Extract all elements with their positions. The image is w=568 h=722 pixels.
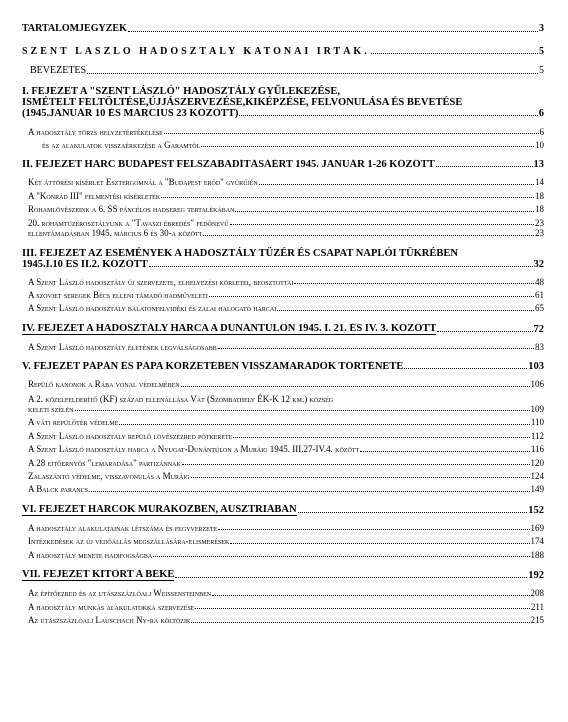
entry-text: A "Konrád III" felmentési kísérletek bbox=[28, 191, 161, 201]
entry-text: Repülő kanonok a Rába vonal védelmében bbox=[28, 380, 180, 390]
leader-dots bbox=[404, 368, 527, 369]
toc-entry bbox=[22, 405, 544, 414]
toc-entry bbox=[22, 219, 544, 228]
chapter-3-line-2: 1945.I.10 ÉS II.2. KÖZÖTT bbox=[22, 258, 148, 270]
leader-dots bbox=[149, 266, 533, 267]
intro-title: BEVEZETÉS bbox=[30, 66, 87, 76]
leader-dots bbox=[201, 146, 534, 147]
chapter-7-heading bbox=[22, 569, 544, 581]
page-number: 65 bbox=[535, 303, 544, 314]
chapter-6-heading bbox=[22, 504, 544, 516]
leader-dots bbox=[212, 595, 529, 596]
toc-entry bbox=[22, 603, 544, 612]
toc-entry bbox=[22, 394, 544, 404]
section-title: SZENT LÁSZLÓ HADOSZTÁLY KATONÁI ÍRTÁK. bbox=[22, 46, 370, 57]
page-number: 61 bbox=[535, 290, 544, 301]
chapter-1-heading bbox=[22, 86, 544, 119]
page-number: 188 bbox=[530, 549, 544, 560]
page-number: 192 bbox=[528, 570, 544, 582]
leader-dots bbox=[371, 53, 538, 54]
entry-text: A 2. közelfelderítő (KF) század ellenállása Vát (Szombathely ÉK-K 12 km.) község bbox=[28, 393, 334, 404]
toc-entry bbox=[22, 418, 544, 427]
toc-entry bbox=[22, 278, 544, 287]
chapter-5-title: V. FEJEZET PÁPÁN ÉS PÁPA KÖRZETÉBEN VISSZAMARADÓK TÖRTÉNETE bbox=[22, 361, 404, 373]
leader-dots bbox=[161, 197, 534, 198]
leader-dots bbox=[218, 348, 534, 349]
entry-text: A hadosztály alakulatainak létszáma és fegyverzete bbox=[28, 523, 218, 533]
leader-dots bbox=[164, 133, 539, 134]
leader-dots bbox=[239, 115, 537, 116]
chapter-4-title: IV. FEJEZET A HADOSZTÁLY HARCA A DUNÁNTÚLON 1945. I. 21. ÉS IV. 3. KÖZÖTT bbox=[22, 322, 437, 334]
toc-entry bbox=[22, 459, 544, 468]
page-number: 106 bbox=[530, 379, 544, 390]
chapter-2-heading bbox=[22, 159, 544, 170]
entry-text: A hadosztály menete hadifogságba bbox=[28, 550, 153, 560]
page-number: 109 bbox=[530, 403, 544, 414]
toc-entry bbox=[22, 291, 544, 300]
page-number: 120 bbox=[530, 457, 544, 468]
leader-dots bbox=[277, 310, 534, 311]
chapter-1-line-2: ISMÉTELT FELTÖLTÉSE,ÚJJÁSZERVEZÉSE,KIKÉPZÉSE, FELVONULÁSA ÉS BEVETÉSE bbox=[22, 96, 463, 108]
page-number: 124 bbox=[530, 471, 544, 482]
page-number: 211 bbox=[530, 601, 544, 612]
table-of-contents bbox=[22, 24, 544, 626]
chapter-2-title: II. FEJEZET HARC BUDAPEST FELSZABADÍTÁSÁÉRT 1945. JANUÁR 1-26 KÖZÖTT bbox=[22, 159, 435, 171]
page-number: 6 bbox=[538, 107, 544, 119]
leader-dots bbox=[91, 491, 529, 492]
page-number: 48 bbox=[535, 276, 544, 287]
page-number: 32 bbox=[533, 258, 544, 270]
leader-dots bbox=[191, 477, 530, 478]
leader-dots bbox=[153, 556, 529, 557]
toc-entry bbox=[22, 205, 544, 214]
leader-dots bbox=[230, 543, 529, 544]
page-number: 149 bbox=[530, 484, 544, 495]
toc-entry bbox=[22, 229, 544, 238]
entry-text: Az építőezred és az utászszázlóalj Weissensteinben bbox=[28, 589, 212, 599]
leader-dots bbox=[218, 529, 529, 530]
leader-dots bbox=[119, 424, 529, 425]
entry-text: A hadosztály munkás alakulatokká szervezése bbox=[28, 602, 195, 612]
entry-text: A szovjet seregek Bécs elleni támadó hadműveleti bbox=[28, 291, 208, 301]
chapter-7-title: VII. FEJEZET KITÖRT A BÉKE bbox=[22, 569, 175, 581]
entry-text: Rohamlövészeink a 6. SS páncélos hadsereg tertalékában bbox=[28, 205, 235, 215]
page-number: 14 bbox=[535, 177, 544, 188]
entry-text: A Szent László hadosztály repülő lövészezred pótkerete bbox=[28, 431, 233, 441]
toc-entry bbox=[22, 589, 544, 598]
entry-text: A hadosztály törzs helyzetértékelése bbox=[28, 127, 163, 137]
page-number: 13 bbox=[533, 159, 544, 171]
page-number: 6 bbox=[539, 126, 544, 137]
leader-dots bbox=[259, 184, 534, 185]
page-number: 5 bbox=[539, 65, 544, 76]
leader-dots bbox=[298, 512, 528, 513]
leader-dots bbox=[233, 437, 529, 438]
entry-text: A 28 ejtőernyős "lemaradása" partizánnak bbox=[28, 458, 181, 468]
toc-entry bbox=[22, 485, 544, 494]
leader-dots bbox=[294, 283, 534, 284]
toc-entry bbox=[22, 445, 544, 454]
entry-text: keleti szélén bbox=[28, 404, 74, 414]
toc-entry bbox=[22, 304, 544, 313]
entry-text: 20. rohamtüzérosztályunk a "Tavaszi ébredés" fedőnevű bbox=[28, 218, 229, 228]
toc-entry bbox=[22, 128, 544, 137]
toc-entry bbox=[22, 380, 544, 389]
leader-dots bbox=[75, 410, 530, 411]
leader-dots bbox=[175, 577, 527, 578]
leader-dots bbox=[235, 211, 534, 212]
toc-entry bbox=[22, 192, 544, 201]
chapter-3-heading bbox=[22, 248, 544, 270]
toc-entry bbox=[22, 178, 544, 187]
page-number: 72 bbox=[533, 323, 544, 335]
leader-dots bbox=[209, 296, 534, 297]
toc-entry bbox=[22, 432, 544, 441]
leader-dots bbox=[203, 235, 534, 236]
leader-dots bbox=[195, 608, 529, 609]
entry-text: A Szent László hadosztály harca a Nyugat-Dunántúlon a Muráig 1945. III.27-IV.4. között bbox=[28, 445, 360, 455]
intro-row bbox=[22, 66, 544, 77]
page-number: 208 bbox=[530, 588, 544, 599]
entry-text: Zalaszántó védelme, visszavonulás a Muráig bbox=[28, 472, 190, 482]
toc-entry bbox=[22, 616, 544, 625]
page-number: 23 bbox=[535, 217, 544, 228]
page-number: 110 bbox=[530, 417, 544, 428]
leader-dots bbox=[230, 224, 534, 225]
chapter-1-line-3: (1945.JANUÁR 10 ÉS MÁRCIUS 23 KÖZÖTT) bbox=[22, 107, 239, 119]
chapter-4-heading bbox=[22, 323, 544, 335]
entry-text: A Balck parancs. bbox=[28, 485, 91, 495]
page-number: 169 bbox=[530, 522, 544, 533]
toc-title-row bbox=[22, 24, 544, 35]
toc-entry bbox=[22, 537, 544, 546]
leader-dots bbox=[182, 464, 530, 465]
leader-dots bbox=[437, 331, 532, 332]
toc-entry bbox=[22, 141, 544, 150]
page-number: 112 bbox=[530, 430, 544, 441]
toc-entry bbox=[22, 343, 544, 352]
leader-dots bbox=[87, 73, 538, 74]
chapter-6-title: VI. FEJEZET HARCOK MURAKÖZBEN, AUSZTRIÁBAN bbox=[22, 503, 297, 515]
entry-text: A váti repülőtér védelme bbox=[28, 418, 119, 428]
toc-entry bbox=[22, 551, 544, 560]
entry-text: Két áttörési kísérlet Esztergomnál a "Budapest erőd" gyűrűjén bbox=[28, 178, 258, 188]
page-number: 103 bbox=[528, 361, 544, 373]
toc-entry bbox=[22, 524, 544, 533]
entry-text: A Szent László hadosztály balatonfelvidéki és zalai halogató harcai bbox=[28, 304, 277, 314]
entry-text: A Szent László hadosztály életének legválságosabb bbox=[28, 342, 217, 352]
page-number: 83 bbox=[535, 341, 544, 352]
page-number: 23 bbox=[535, 228, 544, 239]
chapter-1-line-1: I. FEJEZET A "SZENT LÁSZLÓ" HADOSZTÁLY GYŰLEKEZÉSE, bbox=[22, 85, 341, 97]
leader-dots bbox=[181, 386, 530, 387]
toc-entry bbox=[22, 472, 544, 481]
page-number: 215 bbox=[530, 615, 544, 626]
page-number: 18 bbox=[535, 190, 544, 201]
page-number: 5 bbox=[539, 45, 544, 57]
leader-dots bbox=[128, 31, 538, 32]
leader-dots bbox=[191, 622, 529, 623]
entry-text: A Szent László hadosztály új szervezete, elhelyezési körletei, beosztottai bbox=[28, 277, 294, 287]
page-number: 174 bbox=[530, 536, 544, 547]
entry-text: és az alakulatok visszaérkezése a Garamtól bbox=[42, 140, 201, 150]
page-number: 116 bbox=[530, 444, 544, 455]
page-number: 18 bbox=[535, 204, 544, 215]
page-number: 3 bbox=[539, 23, 544, 34]
section-title-row bbox=[22, 47, 544, 58]
entry-text: ellentámadásban 1945. március 6 és 30-a között bbox=[28, 229, 203, 239]
toc-title: TARTALOMJEGYZÉK bbox=[22, 24, 127, 34]
entry-text: Az utászszázlóalj Lauschach Ny-ra költözik bbox=[28, 616, 191, 626]
leader-dots bbox=[360, 451, 530, 452]
page-number: 10 bbox=[535, 139, 544, 150]
page-number: 152 bbox=[528, 504, 544, 516]
chapter-5-heading bbox=[22, 361, 544, 372]
entry-text: Intézkedések az új védőállás megszállására-elismerések bbox=[28, 537, 230, 547]
leader-dots bbox=[436, 166, 533, 167]
chapter-3-line-1: III. FEJEZET AZ ESEMÉNYEK A HADOSZTÁLY TÜZÉR ÉS CSAPAT NAPLÓI TÜKRÉBEN bbox=[22, 247, 458, 259]
